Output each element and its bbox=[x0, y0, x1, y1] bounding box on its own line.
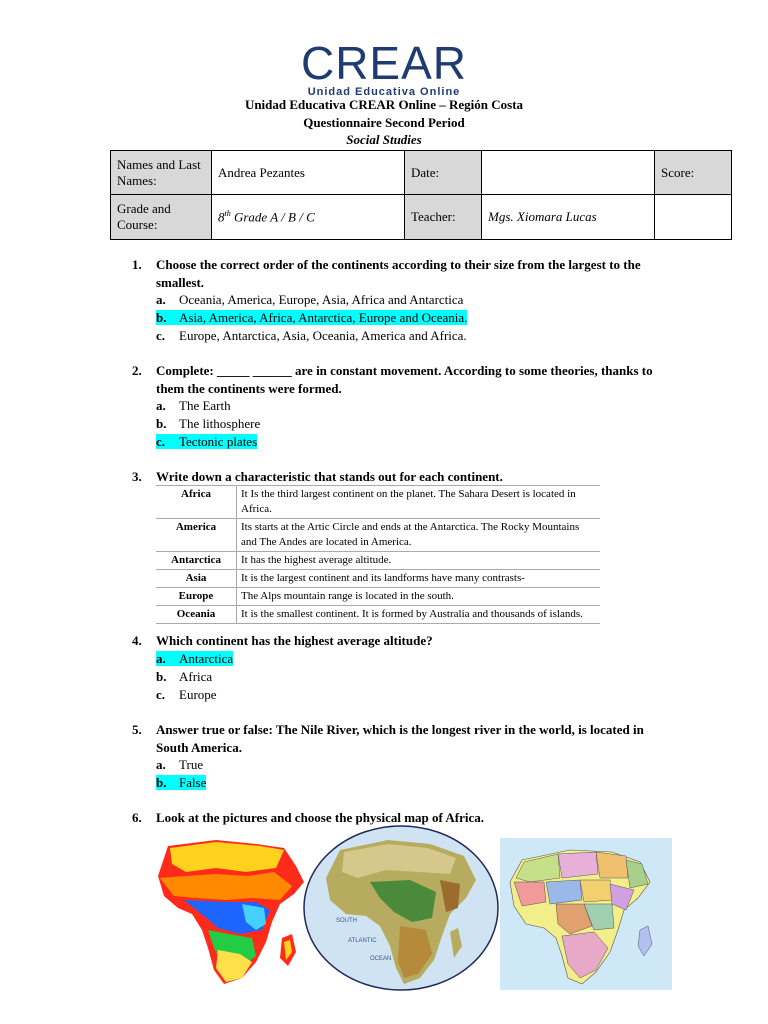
logo-subtitle: Unidad Educativa Online bbox=[307, 86, 461, 98]
continent-characteristic: The Alps mountain range is located in the south. bbox=[237, 588, 601, 606]
question-number: 4. bbox=[132, 633, 142, 648]
q4-option-c: c. Europe bbox=[156, 687, 217, 702]
africa-climate-map-image bbox=[156, 838, 306, 990]
question-number: 2. bbox=[132, 363, 142, 378]
question-number: 3. bbox=[132, 469, 142, 484]
q2-option-a: a. The Earth bbox=[156, 398, 231, 413]
q1-option-a: a. Oceania, America, Europe, Asia, Africa and Antarctica bbox=[156, 292, 464, 307]
q2-option-b: b. The lithosphere bbox=[156, 416, 261, 431]
score-value-cell bbox=[655, 195, 732, 240]
school-logo bbox=[300, 37, 468, 98]
school-title: Unidad Educativa CREAR Online – Región Costa bbox=[244, 97, 524, 112]
question-text: Answer true or false: The Nile River, which is the longest river in the world, is located in South America. bbox=[156, 722, 644, 755]
grade-suffix: th bbox=[224, 208, 231, 218]
names-label-cell: Names and Last Names: bbox=[111, 151, 212, 195]
map-label-ocean: OCEAN bbox=[370, 956, 392, 962]
grade-label-cell: Grade and Course: bbox=[111, 195, 212, 240]
continent-name: America bbox=[156, 519, 237, 552]
question-text: Look at the pictures and choose the physical map of Africa. bbox=[156, 810, 485, 825]
score-label-cell: Score: bbox=[655, 151, 732, 195]
answer-highlight: b. Asia, America, Africa, Antarctica, Europe and Oceania. bbox=[156, 310, 468, 325]
grade-course: Grade A / B / C bbox=[230, 209, 315, 225]
q4-option-b: b. Africa bbox=[156, 669, 213, 684]
question-text: Write down a characteristic that stands out for each continent. bbox=[156, 469, 503, 484]
q5-option-a: a. True bbox=[156, 757, 204, 772]
date-label-cell: Date: bbox=[405, 151, 482, 195]
continent-name: Africa bbox=[156, 486, 237, 519]
continent-characteristic: It is the largest continent and its landforms have many contrasts- bbox=[237, 570, 601, 588]
table-row bbox=[156, 486, 600, 519]
q2-option-c bbox=[156, 433, 257, 451]
continent-characteristic: It has the highest average altitude. bbox=[237, 552, 601, 570]
africa-political-map-image bbox=[500, 838, 672, 990]
continent-characteristics-table bbox=[156, 485, 600, 624]
question-text: Complete: _____ ______ are in constant movement. According to some theories, thanks to them the continents were formed. bbox=[156, 363, 653, 396]
answer-highlight: b. False bbox=[156, 775, 207, 790]
continent-name: Asia bbox=[156, 570, 237, 588]
answer-highlight: c. Tectonic plates bbox=[156, 434, 258, 449]
table-row bbox=[156, 570, 600, 588]
q4-option-a bbox=[156, 650, 233, 668]
grade-value-cell bbox=[212, 195, 405, 240]
document-title: Questionnaire Second Period bbox=[303, 115, 465, 130]
continent-characteristic: Its starts at the Artic Circle and ends at the Antarctica. The Rocky Mountains and The Andes are located in America. bbox=[237, 519, 601, 552]
table-row bbox=[156, 588, 600, 606]
student-info-table bbox=[110, 150, 732, 240]
continent-name: Europe bbox=[156, 588, 237, 606]
continent-name: Antarctica bbox=[156, 552, 237, 570]
africa-physical-map-image bbox=[300, 822, 502, 994]
names-value-cell: Andrea Pezantes bbox=[212, 151, 405, 195]
question-number: 5. bbox=[132, 722, 142, 737]
question-number: 1. bbox=[132, 257, 142, 272]
table-row bbox=[156, 519, 600, 552]
q5-option-b bbox=[156, 774, 206, 792]
grade-number: 8 bbox=[218, 209, 225, 225]
date-value-cell bbox=[482, 151, 655, 195]
map-label-south: SOUTH bbox=[336, 918, 357, 924]
question-text: Choose the correct order of the continents according to their size from the largest to the smallest. bbox=[156, 257, 641, 290]
table-row bbox=[156, 606, 600, 624]
subject-title: Social Studies bbox=[346, 132, 422, 147]
teacher-value-cell: Mgs. Xiomara Lucas bbox=[482, 195, 655, 240]
q1-option-c: c. Europe, Antarctica, Asia, Oceania, America and Africa. bbox=[156, 328, 467, 343]
logo-wordmark: CREAR bbox=[300, 37, 468, 89]
q1-option-b bbox=[156, 309, 467, 327]
question-text: Which continent has the highest average altitude? bbox=[156, 633, 433, 648]
question-number: 6. bbox=[132, 810, 142, 825]
answer-highlight: a. Antarctica bbox=[156, 651, 234, 666]
continent-name: Oceania bbox=[156, 606, 237, 624]
continent-characteristic: It Is the third largest continent on the planet. The Sahara Desert is located in Africa. bbox=[237, 486, 601, 519]
map-label-atlantic: ATLANTIC bbox=[348, 938, 377, 944]
table-row bbox=[156, 552, 600, 570]
teacher-label-cell: Teacher: bbox=[405, 195, 482, 240]
continent-characteristic: It is the smallest continent. It is formed by Australia and thousands of islands. bbox=[237, 606, 601, 624]
